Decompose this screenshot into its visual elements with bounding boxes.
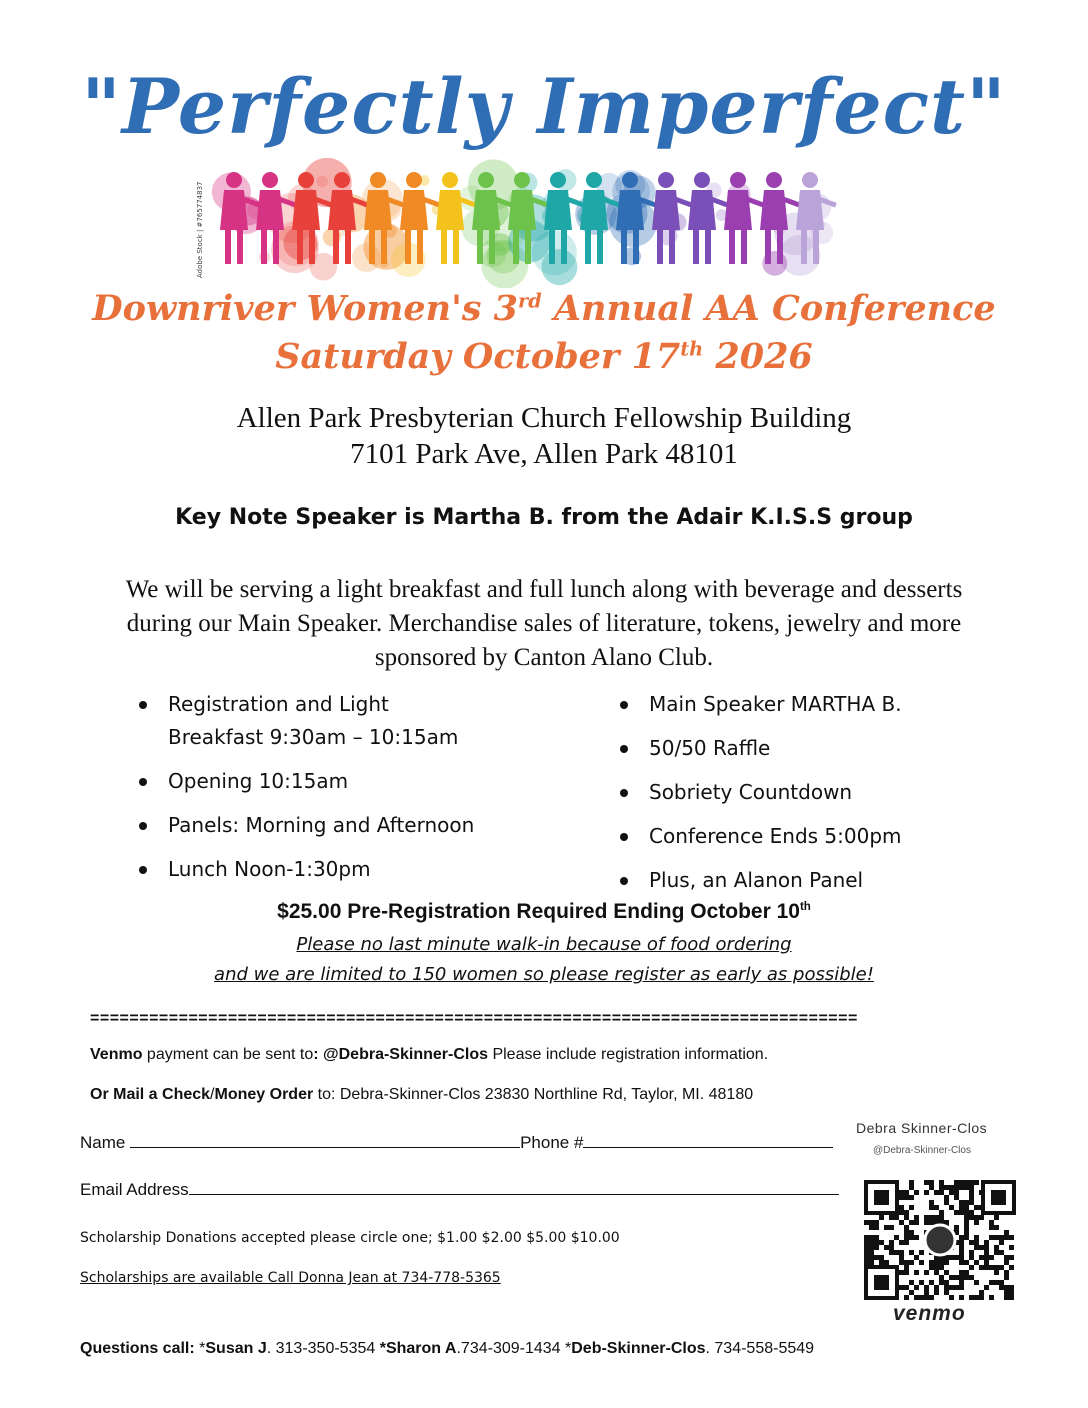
qr-module <box>964 1225 969 1230</box>
qr-module <box>979 1290 984 1295</box>
qr-module <box>909 1230 914 1235</box>
qr-module <box>984 1260 989 1265</box>
qr-module <box>969 1275 974 1280</box>
scholarship-donation-options: Scholarship Donations accepted please circle one; $1.00 $2.00 $5.00 $10.00 <box>80 1230 620 1246</box>
qr-module <box>964 1275 969 1280</box>
qr-module <box>909 1205 914 1210</box>
qr-module <box>964 1210 969 1215</box>
qr-module <box>949 1295 954 1300</box>
scholarship-contact: Scholarships are available Call Donna Jean at 734-778-5365 <box>80 1270 501 1286</box>
qr-module <box>989 1280 994 1285</box>
flyer-title: "Perfectly Imperfect" <box>81 62 1007 151</box>
qr-module <box>959 1280 964 1285</box>
qr-module <box>869 1260 874 1265</box>
qr-module <box>934 1190 939 1195</box>
paint-splash <box>541 249 577 285</box>
qr-finder-pattern <box>864 1265 899 1300</box>
qr-module <box>984 1265 989 1270</box>
qr-module <box>1009 1285 1014 1290</box>
qr-module <box>864 1260 869 1265</box>
qr-module <box>954 1285 959 1290</box>
qr-module <box>864 1240 869 1245</box>
list-item: Sobriety Countdown <box>616 776 1016 809</box>
qr-module <box>909 1220 914 1225</box>
qr-module <box>889 1215 894 1220</box>
qr-module <box>909 1185 914 1190</box>
qr-module <box>879 1240 884 1245</box>
qr-module <box>1004 1285 1009 1290</box>
qr-module <box>989 1255 994 1260</box>
qr-module <box>949 1255 954 1260</box>
qr-module <box>934 1270 939 1275</box>
qr-module <box>939 1265 944 1270</box>
qr-module <box>1004 1290 1009 1295</box>
qr-module <box>1009 1265 1014 1270</box>
qr-module <box>909 1235 914 1240</box>
name-phone-row <box>80 1133 833 1153</box>
qr-module <box>984 1250 989 1255</box>
qr-module <box>999 1250 1004 1255</box>
schedule-list-right <box>616 688 1016 908</box>
conference-name: Downriver Women's 3rd Annual AA Conference <box>92 288 996 329</box>
list-item: Registration and Light Breakfast 9:30am – 10:15am <box>135 688 555 754</box>
qr-module <box>929 1295 934 1300</box>
qr-module <box>994 1250 999 1255</box>
qr-module <box>899 1205 904 1210</box>
venmo-account-name: Debra Skinner-Clos <box>856 1120 988 1136</box>
list-item: Opening 10:15am <box>135 765 555 798</box>
qr-module <box>969 1195 974 1200</box>
qr-module <box>969 1265 974 1270</box>
qr-module <box>999 1240 1004 1245</box>
qr-module <box>884 1225 889 1230</box>
qr-module <box>984 1240 989 1245</box>
qr-module <box>929 1260 934 1265</box>
qr-module <box>864 1245 869 1250</box>
qr-module <box>959 1240 964 1245</box>
qr-module <box>999 1265 1004 1270</box>
qr-module <box>1009 1255 1014 1260</box>
qr-module <box>969 1255 974 1260</box>
qr-module <box>889 1250 894 1255</box>
qr-module <box>994 1265 999 1270</box>
qr-module <box>934 1290 939 1295</box>
qr-module <box>959 1275 964 1280</box>
qr-module <box>969 1190 974 1195</box>
qr-module <box>894 1235 899 1240</box>
qr-module <box>869 1245 874 1250</box>
qr-module <box>879 1215 884 1220</box>
qr-module <box>939 1260 944 1265</box>
qr-module <box>874 1245 879 1250</box>
qr-module <box>974 1215 979 1220</box>
qr-module <box>924 1180 929 1185</box>
qr-module <box>899 1240 904 1245</box>
qr-module <box>864 1250 869 1255</box>
qr-module <box>939 1280 944 1285</box>
paint-splash <box>316 176 328 188</box>
qr-module <box>904 1295 909 1300</box>
list-item: Conference Ends 5:00pm <box>616 820 1016 853</box>
qr-module <box>944 1185 949 1190</box>
qr-module <box>984 1285 989 1290</box>
qr-module <box>869 1240 874 1245</box>
qr-module <box>914 1270 919 1275</box>
qr-module <box>939 1180 944 1185</box>
qr-module <box>989 1220 994 1225</box>
qr-module <box>914 1215 919 1220</box>
qr-module <box>974 1220 979 1225</box>
qr-module <box>1004 1260 1009 1265</box>
qr-module <box>954 1210 959 1215</box>
schedule-list-left <box>135 688 555 897</box>
qr-module <box>874 1240 879 1245</box>
qr-module <box>964 1215 969 1220</box>
figure-silhouette <box>796 172 837 264</box>
phone-field[interactable] <box>583 1133 833 1148</box>
qr-module <box>964 1185 969 1190</box>
qr-module <box>944 1280 949 1285</box>
qr-module <box>1004 1270 1009 1275</box>
qr-module <box>909 1250 914 1255</box>
qr-module <box>959 1185 964 1190</box>
qr-module <box>959 1260 964 1265</box>
qr-module <box>959 1200 964 1205</box>
list-item: Lunch Noon-1:30pm <box>135 853 555 886</box>
qr-module <box>954 1185 959 1190</box>
qr-module <box>959 1210 964 1215</box>
qr-module <box>904 1195 909 1200</box>
qr-module <box>974 1280 979 1285</box>
qr-module <box>874 1255 879 1260</box>
list-item: Plus, an Alanon Panel <box>616 864 1016 897</box>
qr-module <box>964 1205 969 1210</box>
qr-module <box>899 1285 904 1290</box>
qr-module <box>949 1285 954 1290</box>
qr-module <box>994 1225 999 1230</box>
qr-module <box>959 1245 964 1250</box>
qr-module <box>959 1295 964 1300</box>
qr-module <box>929 1265 934 1270</box>
qr-module <box>974 1205 979 1210</box>
qr-module <box>914 1220 919 1225</box>
qr-module <box>969 1185 974 1190</box>
qr-module <box>924 1295 929 1300</box>
list-item: Main Speaker MARTHA B. <box>616 688 1016 721</box>
preregistration-heading: $25.00 Pre-Registration Required Ending October 10th <box>277 900 811 923</box>
qr-module <box>924 1270 929 1275</box>
qr-module <box>949 1275 954 1280</box>
qr-module <box>944 1270 949 1275</box>
qr-module <box>879 1255 884 1260</box>
qr-module <box>924 1215 929 1220</box>
qr-module <box>944 1260 949 1265</box>
qr-module <box>984 1255 989 1260</box>
qr-module <box>929 1180 934 1185</box>
qr-module <box>874 1225 879 1230</box>
figure-silhouette <box>652 172 693 264</box>
qr-module <box>894 1215 899 1220</box>
name-label: Name <box>80 1133 126 1152</box>
qr-module <box>954 1255 959 1260</box>
qr-module <box>909 1260 914 1265</box>
qr-module <box>1004 1255 1009 1260</box>
qr-module <box>914 1285 919 1290</box>
qr-module <box>869 1225 874 1230</box>
name-field[interactable] <box>130 1133 520 1148</box>
qr-module <box>984 1245 989 1250</box>
qr-module <box>959 1255 964 1260</box>
qr-module <box>1009 1290 1014 1295</box>
qr-module <box>919 1250 924 1255</box>
qr-module <box>944 1290 949 1295</box>
qr-module <box>1009 1295 1014 1300</box>
keynote-speaker: Key Note Speaker is Martha B. from the Adair K.I.S.S group <box>175 505 913 530</box>
qr-module <box>974 1295 979 1300</box>
qr-module <box>909 1180 914 1185</box>
separator-line: ============================================================================== <box>90 1010 858 1027</box>
qr-module <box>959 1285 964 1290</box>
qr-module <box>959 1205 964 1210</box>
qr-module <box>934 1205 939 1210</box>
qr-module <box>994 1280 999 1285</box>
qr-module <box>949 1190 954 1195</box>
qr-module <box>939 1185 944 1190</box>
qr-module <box>949 1185 954 1190</box>
qr-module <box>869 1250 874 1255</box>
qr-module <box>989 1235 994 1240</box>
qr-module <box>934 1285 939 1290</box>
qr-module <box>869 1220 874 1225</box>
qr-module <box>979 1255 984 1260</box>
walk-in-note: Please no last minute walk-in because of food ordering <box>296 934 792 955</box>
venmo-payment-info: Venmo payment can be sent to: @Debra-Skinner-Clos Please include registration information. <box>90 1046 769 1063</box>
qr-module <box>889 1225 894 1230</box>
qr-module <box>954 1190 959 1195</box>
qr-avatar <box>925 1225 955 1255</box>
qr-module <box>994 1245 999 1250</box>
qr-module <box>904 1265 909 1270</box>
qr-module <box>869 1235 874 1240</box>
venue-address: 7101 Park Ave, Allen Park 48101 <box>350 438 738 470</box>
qr-module <box>909 1290 914 1295</box>
qr-module <box>1009 1245 1014 1250</box>
qr-module <box>959 1250 964 1255</box>
qr-module <box>989 1265 994 1270</box>
qr-module <box>934 1260 939 1265</box>
qr-module <box>1004 1230 1009 1235</box>
qr-module <box>939 1190 944 1195</box>
questions-contacts: Questions call: *Susan J. 313-350-5354 *Sharon A.734-309-1434 *Deb-Skinner-Clos. 734-558-5549 <box>80 1340 815 1357</box>
list-item: 50/50 Raffle <box>616 732 1016 765</box>
qr-module <box>869 1255 874 1260</box>
qr-module <box>964 1235 969 1240</box>
qr-module <box>924 1190 929 1195</box>
qr-module <box>994 1235 999 1240</box>
mail-payment-info: Or Mail a Check/Money Order to: Debra-Skinner-Clos 23830 Northline Rd, Taylor, MI. 48180 <box>90 1086 754 1103</box>
event-description: We will be serving a light breakfast and full lunch along with beverage and desserts during our Main Speaker. Merchandise sales of literature, tokens, jewelry and more sponsored by Canton Alano Club. <box>125 576 963 671</box>
qr-module <box>969 1295 974 1300</box>
qr-module <box>959 1180 964 1185</box>
qr-module <box>974 1245 979 1250</box>
qr-module <box>969 1250 974 1255</box>
qr-module <box>999 1285 1004 1290</box>
qr-module <box>994 1215 999 1220</box>
qr-module <box>904 1240 909 1245</box>
qr-module <box>924 1220 929 1225</box>
qr-finder-pattern <box>981 1180 1016 1215</box>
stock-watermark: Adobe Stock | #765774837 <box>196 181 204 278</box>
qr-module <box>904 1190 909 1195</box>
qr-module <box>959 1235 964 1240</box>
qr-module <box>919 1260 924 1265</box>
qr-module <box>939 1275 944 1280</box>
figure-silhouette <box>400 172 441 264</box>
qr-finder-pattern <box>864 1180 899 1215</box>
qr-module <box>914 1295 919 1300</box>
qr-module <box>879 1260 884 1265</box>
qr-module <box>889 1240 894 1245</box>
qr-module <box>874 1220 879 1225</box>
qr-module <box>979 1245 984 1250</box>
qr-module <box>964 1260 969 1265</box>
qr-module <box>904 1225 909 1230</box>
qr-module <box>954 1225 959 1230</box>
qr-module <box>964 1270 969 1275</box>
qr-module <box>914 1235 919 1240</box>
qr-module <box>884 1260 889 1265</box>
qr-module <box>954 1275 959 1280</box>
qr-module <box>989 1295 994 1300</box>
qr-module <box>889 1245 894 1250</box>
qr-module <box>914 1255 919 1260</box>
qr-module <box>939 1215 944 1220</box>
qr-module <box>924 1290 929 1295</box>
qr-module <box>974 1240 979 1245</box>
qr-module <box>924 1285 929 1290</box>
qr-module <box>994 1270 999 1275</box>
conference-date: Saturday October 17th 2026 <box>275 336 813 377</box>
qr-module <box>919 1295 924 1300</box>
email-row <box>80 1180 839 1200</box>
qr-module <box>944 1285 949 1290</box>
qr-module <box>894 1250 899 1255</box>
qr-module <box>899 1210 904 1215</box>
qr-module <box>974 1260 979 1265</box>
qr-module <box>929 1205 934 1210</box>
qr-module <box>969 1180 974 1185</box>
qr-module <box>899 1250 904 1255</box>
qr-module <box>974 1180 979 1185</box>
qr-module <box>959 1270 964 1275</box>
email-field[interactable] <box>189 1180 839 1195</box>
qr-module <box>969 1240 974 1245</box>
qr-module <box>999 1280 1004 1285</box>
qr-module <box>899 1190 904 1195</box>
qr-module <box>939 1210 944 1215</box>
qr-module <box>944 1200 949 1205</box>
qr-module <box>904 1235 909 1240</box>
qr-module <box>954 1195 959 1200</box>
qr-module <box>979 1295 984 1300</box>
qr-module <box>969 1200 974 1205</box>
qr-module <box>904 1285 909 1290</box>
qr-module <box>999 1235 1004 1240</box>
qr-module <box>904 1215 909 1220</box>
qr-module <box>979 1215 984 1220</box>
qr-module <box>979 1265 984 1270</box>
phone-label: Phone # <box>520 1133 584 1152</box>
qr-module <box>919 1280 924 1285</box>
qr-module <box>929 1220 934 1225</box>
qr-module <box>934 1265 939 1270</box>
qr-module <box>874 1235 879 1240</box>
qr-module <box>964 1230 969 1235</box>
qr-module <box>864 1235 869 1240</box>
qr-module <box>969 1210 974 1215</box>
qr-module <box>904 1270 909 1275</box>
qr-module <box>1004 1275 1009 1280</box>
qr-module <box>929 1185 934 1190</box>
qr-module <box>969 1215 974 1220</box>
people-holding-hands-banner <box>196 158 862 288</box>
venmo-logo: venmo <box>893 1302 966 1325</box>
venue-name: Allen Park Presbyterian Church Fellowship Building <box>236 402 852 434</box>
qr-module <box>944 1195 949 1200</box>
qr-module <box>964 1200 969 1205</box>
qr-module <box>1004 1235 1009 1240</box>
qr-module <box>974 1235 979 1240</box>
qr-module <box>904 1260 909 1265</box>
qr-module <box>1009 1235 1014 1240</box>
qr-module <box>914 1190 919 1195</box>
qr-module <box>899 1220 904 1225</box>
qr-module <box>964 1180 969 1185</box>
capacity-note: and we are limited to 150 women so please register as early as possible! <box>214 964 874 985</box>
qr-module <box>1004 1295 1009 1300</box>
venmo-qr-code-icon[interactable] <box>864 1180 1016 1300</box>
qr-module <box>929 1280 934 1285</box>
qr-module <box>884 1245 889 1250</box>
qr-module <box>899 1255 904 1260</box>
qr-module <box>899 1195 904 1200</box>
qr-module <box>954 1180 959 1185</box>
qr-module <box>864 1255 869 1260</box>
qr-module <box>949 1205 954 1210</box>
venmo-account-handle: @Debra-Skinner-Clos <box>873 1145 971 1156</box>
qr-module <box>929 1200 934 1205</box>
qr-module <box>904 1210 909 1215</box>
email-label: Email Address <box>80 1180 189 1199</box>
qr-module <box>964 1220 969 1225</box>
qr-module <box>909 1280 914 1285</box>
list-item: Panels: Morning and Afternoon <box>135 809 555 842</box>
qr-module <box>989 1225 994 1230</box>
qr-module <box>899 1270 904 1275</box>
qr-module <box>904 1230 909 1235</box>
qr-module <box>864 1220 869 1225</box>
qr-module <box>934 1215 939 1220</box>
qr-module <box>909 1195 914 1200</box>
qr-module <box>899 1260 904 1265</box>
qr-module <box>929 1215 934 1220</box>
